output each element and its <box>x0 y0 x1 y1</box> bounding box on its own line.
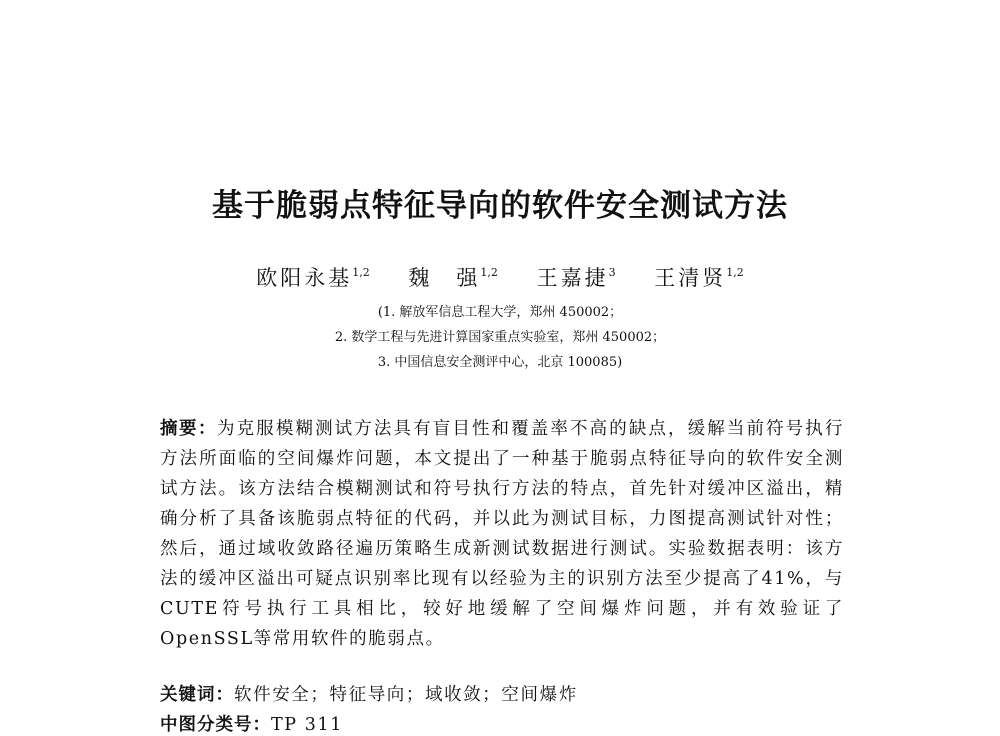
author-name: 魏 强 <box>408 266 481 290</box>
keywords-label: 关键词： <box>160 685 234 705</box>
author-affiliation-mark: 1,2 <box>352 266 370 279</box>
author-4 <box>654 262 744 292</box>
paper-title: 基于脆弱点特征导向的软件安全测试方法 <box>212 188 788 224</box>
affiliation-1: (1. 解放军信息工程大学，郑州 450002； <box>377 305 623 320</box>
abstract-label: 摘要： <box>160 419 218 439</box>
abstract-text: 为克服模糊测试方法具有盲目性和覆盖率不高的缺点，缓解当前符号执行方法所面临的空间爆炸问题，本文提出了一种基于脆弱点特征导向的软件安全测试方法。该方法结合模糊测试和符号执行方法的特点，首先针对缓冲区溢出，精确分析了具备该脆弱点特征的代码，并以此为测试目标，力图提高测试针对性；然后，通过域收敛路径遍历策略生成新测试数据进行测试。实验数据表明：该方法的缓冲区溢出可疑点识别率比现有以经验为主的识别方法至少提高了41%，与CUTE符号执行工具相比，较好地缓解了空间爆炸问题，并有效验证了OpenSSL等常用软件的脆弱点。 <box>160 419 844 649</box>
affiliation-list <box>0 300 1000 375</box>
author-name: 王嘉捷 <box>536 266 609 290</box>
classification-number <box>160 711 844 736</box>
classification-label: 中图分类号： <box>160 715 271 735</box>
author-name: 欧阳永基 <box>256 266 353 290</box>
author-2 <box>408 262 498 292</box>
author-affiliation-mark: 1,2 <box>480 266 498 279</box>
keywords <box>160 681 844 706</box>
author-affiliation-mark: 3 <box>608 266 616 279</box>
author-3 <box>537 262 616 292</box>
author-affiliation-mark: 1,2 <box>726 266 744 279</box>
abstract <box>160 414 844 654</box>
affiliation-2: 2. 数学工程与先进计算国家重点实验室，郑州 450002； <box>334 330 666 345</box>
author-list <box>0 262 1000 292</box>
author-1 <box>256 262 370 292</box>
affiliation-3: 3. 中国信息安全测评中心，北京 100085) <box>377 355 623 370</box>
author-name: 王清贤 <box>654 266 727 290</box>
keywords-text: 软件安全；特征导向；域收敛；空间爆炸 <box>234 685 578 705</box>
classification-text: TP 311 <box>271 715 344 735</box>
